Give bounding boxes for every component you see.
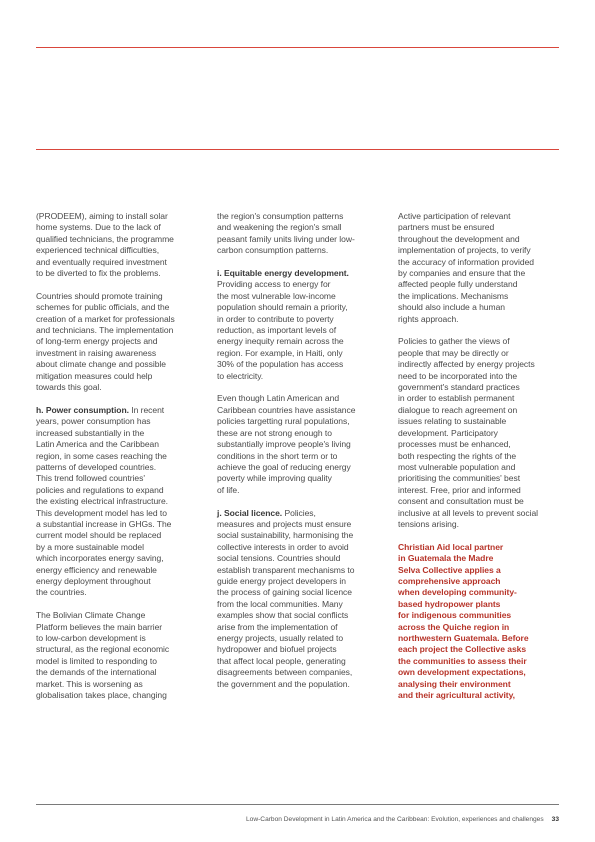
paragraph-line: policies and regulations to expand xyxy=(36,484,164,495)
paragraph-line: home systems. Due to the lack of xyxy=(36,222,161,233)
paragraph-line: Even though Latin American and xyxy=(217,393,340,404)
section-heading-i: i. Equitable energy development. xyxy=(217,268,349,279)
paragraph-line: Latin America and the Caribbean xyxy=(36,439,159,450)
paragraph-line: globalisation takes place, changing xyxy=(36,690,167,701)
paragraph-line: across the Quiche region in xyxy=(398,621,510,632)
paragraph-line: the demands of the international xyxy=(36,667,157,678)
paragraph-line: should also include a human xyxy=(398,302,505,313)
page-footer xyxy=(246,815,559,824)
paragraph-line: energy inequity remain across the xyxy=(217,336,344,347)
paragraph-line: measures and projects must ensure xyxy=(217,518,352,529)
paragraph-line: hydropower and biofuel projects xyxy=(217,644,337,655)
section-heading-j: j. Social licence. xyxy=(217,507,283,518)
paragraph-line: This trend followed countries' xyxy=(36,473,145,484)
paragraph-line: Policies to gather the views of xyxy=(398,336,510,347)
paragraph-line: that affect local people, generating xyxy=(217,655,346,666)
paragraph-line: of long-term energy projects and xyxy=(36,336,158,347)
paragraph-line: the communities to assess their xyxy=(398,655,527,666)
paragraph-line: examples show that social conflicts xyxy=(217,610,349,621)
paragraph-line: most vulnerable population and xyxy=(398,461,516,472)
section-accent-rule xyxy=(36,149,559,150)
paragraph-line: conditions in the short term or to xyxy=(217,450,338,461)
paragraph-line: carbon consumption patterns. xyxy=(217,245,329,256)
paragraph-line: The Bolivian Climate Change xyxy=(36,610,146,621)
paragraph-line: Christian Aid local partner xyxy=(398,541,504,552)
paragraph-line: and eventually required investment xyxy=(36,256,167,267)
text-column-2 xyxy=(217,211,381,701)
paragraph-line: years, power consumption has xyxy=(36,416,151,427)
top-accent-rule xyxy=(36,47,559,48)
paragraph-line: and weakening the region's small xyxy=(217,222,342,233)
section-heading-h: h. Power consumption. xyxy=(36,404,129,415)
paragraph-line: the most vulnerable low-income xyxy=(217,290,336,301)
footer-document-title: Low-Carbon Development in Latin America and the Caribbean: Evolution, experiences and challenges xyxy=(246,816,544,823)
paragraph-line: development. Participatory xyxy=(398,427,498,438)
paragraph-line: from the local communities. Many xyxy=(217,598,343,609)
paragraph-line xyxy=(217,508,381,519)
paragraph-line: region. For example, in Haiti, only xyxy=(217,347,343,358)
paragraph-line: inclusive at all levels to prevent social xyxy=(398,507,538,518)
paragraph-line: current model should be replaced xyxy=(36,530,162,541)
paragraph-line: indirectly affected by energy projects xyxy=(398,359,535,370)
paragraph-line: poverty while improving quality xyxy=(217,473,332,484)
paragraph-line: and their agricultural activity, xyxy=(398,690,515,701)
paragraph-line: establish transparent mechanisms to xyxy=(217,564,355,575)
paragraph-power-consumption xyxy=(36,405,200,599)
paragraph-line: prioritising the communities' best xyxy=(398,473,521,484)
paragraph-line: market. This is worsening as xyxy=(36,678,143,689)
paragraph-line: policies targetting rural populations, xyxy=(217,416,350,427)
paragraph-line: region, in some cases reaching the xyxy=(36,450,167,461)
paragraph-line: Countries should promote training xyxy=(36,290,163,301)
text-column-3 xyxy=(398,211,562,713)
paragraph-line: qualified technicians, the programme xyxy=(36,233,174,244)
paragraph-line: in Guatemala the Madre xyxy=(398,553,494,564)
paragraph-line: Selva Collective applies a xyxy=(398,564,501,575)
paragraph-line: the region's consumption patterns xyxy=(217,211,344,221)
paragraph-line: Active participation of relevant xyxy=(398,211,511,221)
page-number: 33 xyxy=(551,816,559,823)
paragraph-equitable-energy xyxy=(217,268,381,382)
paragraph xyxy=(398,211,562,325)
paragraph-line: model is limited to responding to xyxy=(36,655,157,666)
paragraph-line: Providing access to energy for xyxy=(217,279,331,290)
paragraph-line: both respecting the rights of the xyxy=(398,450,517,461)
paragraph-line: the government and the population. xyxy=(217,678,350,689)
paragraph-line: affected people fully understand xyxy=(398,279,518,290)
paragraph-body xyxy=(217,519,381,690)
paragraph-line: Platform believes the main barrier xyxy=(36,621,163,632)
paragraph-line: social tensions. Countries should xyxy=(217,553,341,564)
paragraph-line: mitigation measures could help xyxy=(36,370,153,381)
paragraph-line: for indigenous communities xyxy=(398,610,512,621)
paragraph-line: 30% of the population has access xyxy=(217,359,344,370)
paragraph-line: own development expectations, xyxy=(398,667,526,678)
paragraph-line: dialogue to reach agreement on xyxy=(398,404,518,415)
paragraph-line: the accuracy of information provided xyxy=(398,256,534,267)
paragraph-line: social sustainability, harmonising the xyxy=(217,530,354,541)
paragraph-line: the countries. xyxy=(36,587,87,598)
paragraph-line: the implications. Mechanisms xyxy=(398,290,509,301)
paragraph-line: of life. xyxy=(217,484,240,495)
paragraph-line: reduction, as important levels of xyxy=(217,325,337,336)
paragraph-line: need to be incorporated into the xyxy=(398,370,518,381)
paragraph-body xyxy=(36,416,200,599)
paragraph-body xyxy=(217,279,381,382)
paragraph-line: energy projects, usually related to xyxy=(217,632,344,643)
paragraph-line: northwestern Guatemala. Before xyxy=(398,633,529,643)
paragraph-line: processes must be enhanced, xyxy=(398,439,511,450)
paragraph xyxy=(36,291,200,394)
paragraph-line: issues relating to sustainable xyxy=(398,416,507,427)
paragraph-line: collective interests in order to avoid xyxy=(217,541,349,552)
paragraph-line: by companies and ensure that the xyxy=(398,268,526,279)
paragraph-line: about climate change and possible xyxy=(36,359,166,370)
paragraph-line: a substantial increase in GHGs. The xyxy=(36,518,172,529)
paragraph-line: patterns of developed countries. xyxy=(36,461,157,472)
paragraph-line: consent and consultation must be xyxy=(398,496,524,507)
paragraph-line: partners must be ensured xyxy=(398,222,495,233)
paragraph-line-tail: Policies, xyxy=(282,507,316,518)
paragraph xyxy=(36,211,200,279)
paragraph-line: Caribbean countries have assistance xyxy=(217,404,356,415)
paragraph-line: energy deployment throughout xyxy=(36,575,151,586)
paragraph-social-licence xyxy=(217,508,381,691)
paragraph xyxy=(217,211,381,257)
paragraph-line: to low-carbon development is xyxy=(36,632,146,643)
paragraph-line: guide energy project developers in xyxy=(217,575,346,586)
paragraph-line: disagreements between companies, xyxy=(217,667,353,678)
paragraph-line: energy efficiency and renewable xyxy=(36,564,157,575)
paragraph-line: when developing community- xyxy=(398,587,517,598)
paragraph-line: implementation of projects, to verify xyxy=(398,245,531,256)
footer-rule xyxy=(36,804,559,805)
paragraph-line: based hydropower plants xyxy=(398,598,501,609)
paragraph-line: to electricity. xyxy=(217,370,264,381)
paragraph-line: substantially improve people's living xyxy=(217,439,351,450)
paragraph-line: schemes for public officials, and the xyxy=(36,302,170,313)
paragraph xyxy=(217,393,381,496)
paragraph xyxy=(36,610,200,701)
text-column-1 xyxy=(36,211,200,713)
paragraph-line: to be diverted to fix the problems. xyxy=(36,268,161,279)
paragraph xyxy=(398,336,562,530)
paragraph-line: experienced technical difficulties, xyxy=(36,245,160,256)
paragraph-line: and technicians. The implementation xyxy=(36,325,174,336)
paragraph-line: government's standard practices xyxy=(398,382,520,393)
paragraph-line: peasant family units living under low- xyxy=(217,233,355,244)
paragraph-line: which incorporates energy saving, xyxy=(36,553,164,564)
paragraph-line-tail: In recent xyxy=(128,404,165,415)
paragraph-line: each project the Collective asks xyxy=(398,644,527,655)
paragraph-line: arise from the implementation of xyxy=(217,621,338,632)
paragraph-line: in order to contribute to poverty xyxy=(217,313,334,324)
paragraph-line: This development model has led to xyxy=(36,507,167,518)
paragraph-line: the process of gaining social licence xyxy=(217,587,352,598)
paragraph-line: increased substantially in the xyxy=(36,427,145,438)
paragraph-line: these are not strong enough to xyxy=(217,427,332,438)
paragraph-line: the existing electrical infrastructure. xyxy=(36,496,169,507)
paragraph-line: interest. Free, prior and informed xyxy=(398,484,521,495)
paragraph-line: by a more sustainable model xyxy=(36,541,144,552)
paragraph-line: comprehensive approach xyxy=(398,575,501,586)
paragraph-line xyxy=(36,405,200,416)
paragraph-line: structural, as the regional economic xyxy=(36,644,170,655)
paragraph-line: achieve the goal of reducing energy xyxy=(217,461,351,472)
paragraph-line: investment in raising awareness xyxy=(36,347,157,358)
paragraph-line: tensions arising. xyxy=(398,518,459,529)
paragraph-line: rights approach. xyxy=(398,313,459,324)
paragraph-line: (PRODEEM), aiming to install solar xyxy=(36,211,168,221)
paragraph-line: in order to establish permanent xyxy=(398,393,515,404)
paragraph-line: population should remain a priority, xyxy=(217,302,348,313)
paragraph-line: analysing their environment xyxy=(398,678,511,689)
paragraph-line: towards this goal. xyxy=(36,382,102,393)
paragraph-line: throughout the development and xyxy=(398,233,520,244)
case-study-callout xyxy=(398,542,562,702)
paragraph-line: creation of a market for professionals xyxy=(36,313,175,324)
paragraph-line: people that may be directly or xyxy=(398,347,509,358)
